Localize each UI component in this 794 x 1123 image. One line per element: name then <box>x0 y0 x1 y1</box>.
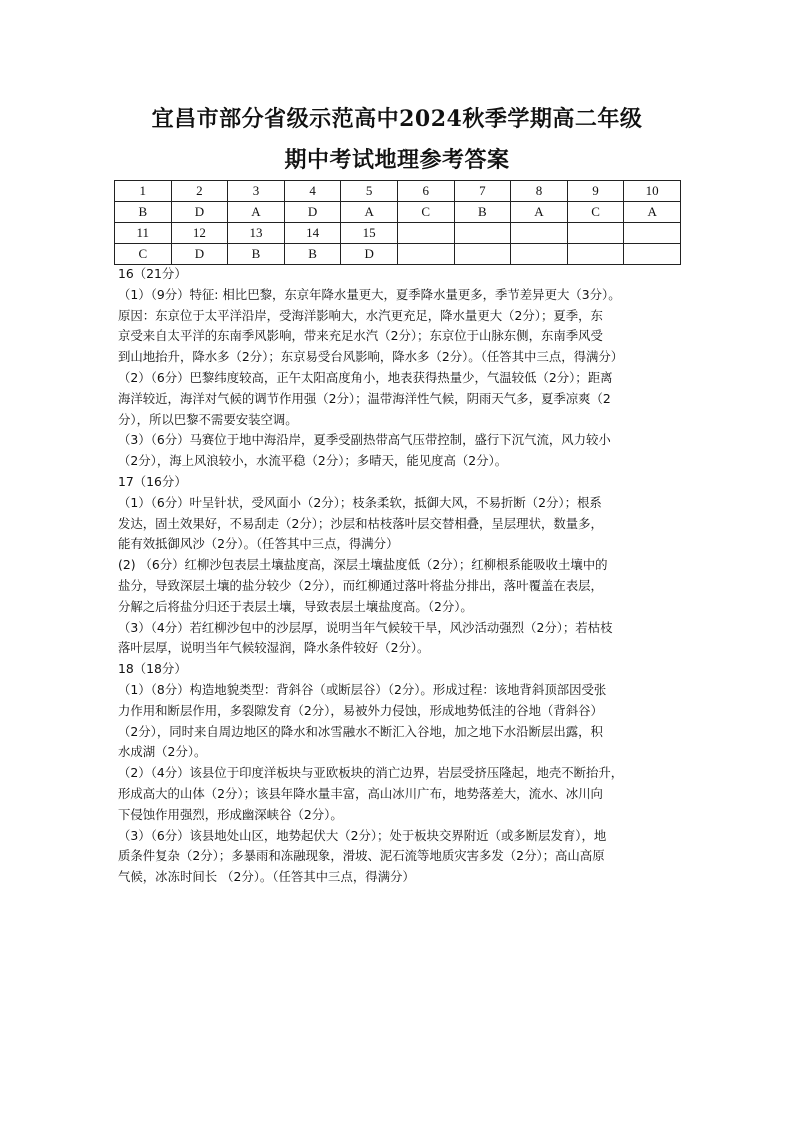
answer-explanations <box>118 264 696 888</box>
answer-line: 原因：东京位于太平洋沿岸，受海洋影响大，水汽更充足，降水量更大（2分）；夏季，东 <box>118 307 603 323</box>
answer-line: 质条件复杂（2分）；多暴雨和冻融现象，滑坡、泥石流等地质灾害多发（2分）；高山高原 <box>118 848 605 864</box>
answer-cell <box>624 244 681 265</box>
answer-cell: B <box>454 202 511 223</box>
answer-cell: A <box>511 202 568 223</box>
answer-cell: C <box>397 202 454 223</box>
answer-line: （2分），海上风浪较小，水流平稳（2分）；多晴天，能见度高（2分）。 <box>118 453 508 469</box>
question-number-cell: 1 <box>115 181 172 202</box>
answer-line: 盐分，导致深层土壤的盐分较少（2分），而红柳通过落叶将盐分排出，落叶覆盖在表层， <box>118 577 603 593</box>
answer-line: （3）（6分）马赛位于地中海沿岸，夏季受副热带高气压带控制，盛行下沉气流，风力较小 <box>118 432 611 448</box>
question-number-cell: 7 <box>454 181 511 202</box>
answer-line: 17（16分） <box>118 473 187 489</box>
question-number-cell: 8 <box>511 181 568 202</box>
answer-cell <box>397 244 454 265</box>
question-number-cell: 10 <box>624 181 681 202</box>
answer-cell: D <box>341 244 398 265</box>
question-number-cell: 12 <box>171 223 228 244</box>
answer-line: （1）（9分）特征: 相比巴黎，东京年降水量更大，夏季降水量更多，季节差异更大（3分）。 <box>118 286 621 302</box>
answer-key-row <box>115 244 681 265</box>
answer-line: 到山地抬升，降水多（2分）；东京易受台风影响，降水多（2分）。（任答其中三点，得满分） <box>118 349 624 365</box>
question-number-cell: 6 <box>397 181 454 202</box>
question-number-cell <box>454 223 511 244</box>
answer-cell <box>454 244 511 265</box>
answer-cell <box>567 244 624 265</box>
answer-cell <box>511 244 568 265</box>
question-number-cell <box>567 223 624 244</box>
answer-line: 18（18分） <box>118 661 187 677</box>
answer-line: 形成高大的山体（2分）；该县年降水量丰富，高山冰川广布，地势落差大，流水、冰川向 <box>118 785 603 801</box>
answer-cell: B <box>284 244 341 265</box>
document-title: 宜昌市部分省级示范高中2024秋季学期高二年级 <box>151 106 643 132</box>
answer-line: 京受来自太平洋的东南季风影响，带来充足水汽（2分）；东京位于山脉东侧，东南季风受 <box>118 328 603 344</box>
answer-line: （2）（4分）该县位于印度洋板块与亚欧板块的消亡边界，岩层受挤压隆起，地壳不断抬升， <box>118 765 624 781</box>
question-number-row <box>115 223 681 244</box>
question-number-cell: 14 <box>284 223 341 244</box>
answer-line: 分解之后将盐分归还于表层土壤，导致表层土壤盐度高。（2分）。 <box>118 598 473 614</box>
answer-cell: A <box>228 202 285 223</box>
answer-line: 下侵蚀作用强烈，形成幽深峡谷（2分）。 <box>118 806 343 822</box>
question-number-cell: 15 <box>341 223 398 244</box>
answer-line: （2）（6分）巴黎纬度较高，正午太阳高度角小，地表获得热量少，气温较低（2分）；距离 <box>118 369 613 385</box>
question-number-cell: 5 <box>341 181 398 202</box>
answer-key-row <box>115 202 681 223</box>
question-number-cell: 3 <box>228 181 285 202</box>
answer-cell: D <box>171 244 228 265</box>
answer-line: （1）（8分）构造地貌类型：背斜谷（或断层谷）（2分）。形成过程：该地背斜顶部因受张 <box>118 681 607 697</box>
answer-line: 水成湖（2分）。 <box>118 744 207 760</box>
answer-cell: D <box>171 202 228 223</box>
answer-line: 分），所以巴黎不需要安装空调。 <box>118 411 298 427</box>
answer-line: （2分），同时来自周边地区的降水和冰雪融水不断汇入谷地，加之地下水沿断层出露，积 <box>118 723 603 739</box>
answer-cell: C <box>115 244 172 265</box>
answer-line: （3）（6分）该县地处山区，地势起伏大（2分）；处于板块交界附近（或多断层发育），地 <box>118 827 607 843</box>
answer-cell: A <box>341 202 398 223</box>
answer-line: 能有效抵御风沙（2分）。（任答其中三点，得满分） <box>118 536 399 552</box>
answer-table <box>114 180 681 265</box>
answer-cell: B <box>115 202 172 223</box>
answer-line: 落叶层厚，说明当年气候较湿润，降水条件较好（2分）。 <box>118 640 430 656</box>
question-number-cell: 9 <box>567 181 624 202</box>
question-number-cell: 4 <box>284 181 341 202</box>
answer-cell: A <box>624 202 681 223</box>
question-number-cell <box>397 223 454 244</box>
document-subtitle: 期中考试地理参考答案 <box>284 147 510 173</box>
question-number-cell: 13 <box>228 223 285 244</box>
question-number-cell: 11 <box>115 223 172 244</box>
answer-cell: D <box>284 202 341 223</box>
answer-line: 气候，冰冻时间长 （2分）。（任答其中三点，得满分） <box>118 869 415 885</box>
question-number-cell <box>511 223 568 244</box>
answer-line: 16（21分） <box>118 266 187 281</box>
question-number-row <box>115 181 681 202</box>
answer-line: 发达，固土效果好，不易刮走（2分）；沙层和枯枝落叶层交替相叠，呈层理状，数量多， <box>118 515 603 531</box>
question-number-cell: 2 <box>171 181 228 202</box>
answer-line: （1）（6分）叶呈针状，受风面小（2分）；枝条柔软，抵御大风，不易折断（2分）；根系 <box>118 494 602 510</box>
answer-line: 海洋较近，海洋对气候的调节作用强（2分）；温带海洋性气候，阴雨天气多，夏季凉爽（2 <box>118 390 611 406</box>
answer-line: 力作用和断层作用，多裂隙发育（2分），易被外力侵蚀，形成地势低洼的谷地（背斜谷） <box>118 702 603 718</box>
question-number-cell <box>624 223 681 244</box>
answer-line: （3）（4分）若红柳沙包中的沙层厚，说明当年气候较干旱，风沙活动强烈（2分）；若枯枝 <box>118 619 613 635</box>
answer-cell: C <box>567 202 624 223</box>
answer-line: (2) （6分）红柳沙包表层土壤盐度高，深层土壤盐度低（2分）；红柳根系能吸收土壤中的 <box>118 557 608 573</box>
answer-cell: B <box>228 244 285 265</box>
